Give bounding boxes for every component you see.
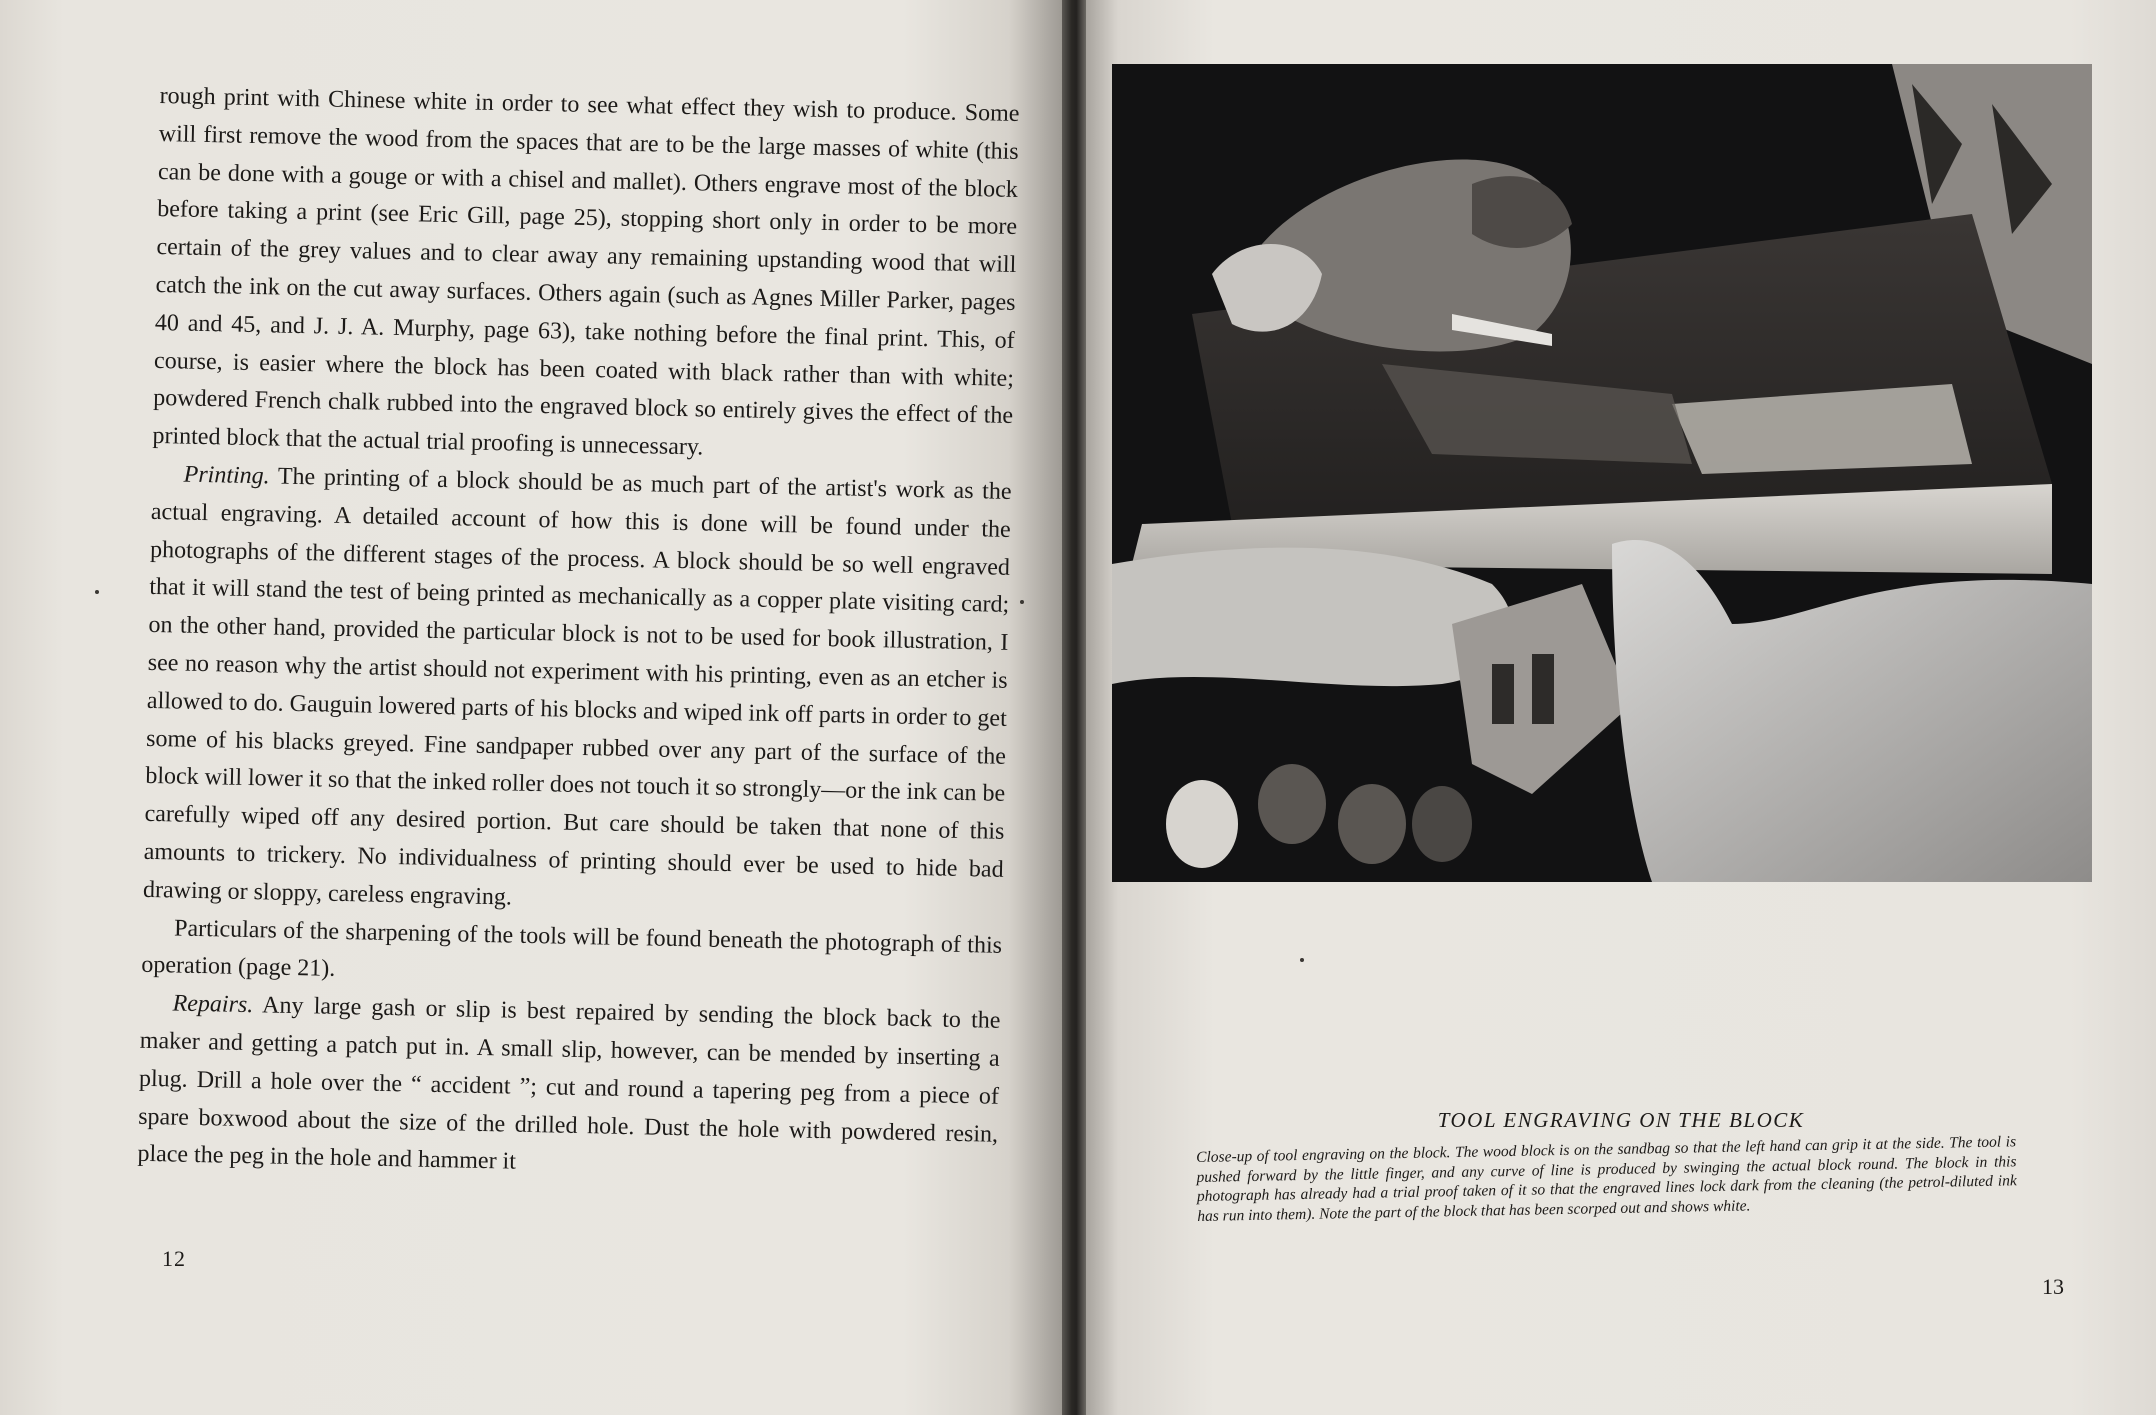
left-page bbox=[0, 0, 1062, 1415]
book-gutter bbox=[1062, 0, 1086, 1415]
paragraph: rough print with Chinese white in order to see what effect they wish to produce. Some will first remove the wood from the spaces that are to be the large masses of white (this can be done with a gouge or with a chisel and mallet). Others engrave most of the block before taking a print (see Eric Gill, page 25), stopping short only in order to be more certain of the grey values and to clear away any remaining upstanding wood that will catch the ink on the cut away surfaces. Others again (such as Agnes Miller Parker, pages 40 and 45, and J. J. A. Murphy, page 63), take nothing before the final print. This, of course, is easier where the block has been coated with black rather than with white; powdered French chalk rubbed into the engraved block so entirely gives the effect of the printed block that the actual trial proofing is unnecessary. bbox=[152, 82, 1020, 461]
paragraph: Repairs. Any large gash or slip is best repaired by sending the block back to the maker and getting a patch put in. A small slip, however, can be mended by inserting a plug. Drill a hole over the “ accident ”; cut and round a tapering peg from a piece of spare boxwood about the size of the drilled hole. Dust the hole with powdered resin, place the peg in the hole and hammer it bbox=[137, 990, 1001, 1176]
page-number-right: 13 bbox=[2042, 1274, 2064, 1299]
paragraph: Particulars of the sharpening of the tools will be found beneath the photograph of this operation (page 21). bbox=[141, 915, 1003, 983]
paper-speck bbox=[95, 590, 99, 594]
paragraph: Printing. The printing of a block should be as much part of the artist's work as the actual engraving. A detailed account of how this is done will be found under the photographs of the different stages of the process. A block should be so well engraved that it will stand the test of being printed as mechanically as a copper plate visiting card; on the other hand, provided the particular block is not to be used for book illustration, I see no reason why the artist should not experiment with his printing, even as an etcher is allowed to do. Gauguin lowered parts of his blocks and wiped ink off parts in order to get some of his blacks greyed. Fine sandpaper rubbed over any part of the surface of the block will lower it so that the inked roller does not touch it so strongly—or the ink can be carefully wiped off any desired portion. But care should be taken that none of this amounts to trickery. No individualness of printing should ever be used to hide bad drawing or sloppy, careless engraving. bbox=[142, 461, 1012, 911]
paper-speck bbox=[1020, 600, 1024, 604]
paragraph-heading: Repairs. bbox=[172, 990, 254, 1019]
paragraph-heading: Printing. bbox=[183, 461, 270, 490]
body-text bbox=[137, 78, 1020, 1192]
engraving-photograph bbox=[1112, 64, 2092, 882]
paper-speck bbox=[1300, 958, 1304, 962]
caption-body: Close-up of tool engraving on the block. The wood block is on the sandbag so that the left hand can grip it at the side. The tool is pushed forward by the little finger, and any curve of line is produced by swinging the actual block round. The block in this photograph has already had a trial proof taken of it so that the engraved lines lock dark from the cleaning (the petrol-diluted ink has run into them). Note the part of the block that has been scorped out and shows white. bbox=[1196, 1133, 2017, 1225]
caption-title: TOOL ENGRAVING ON THE BLOCK bbox=[1437, 1108, 1805, 1132]
page-number-left: 12 bbox=[162, 1246, 186, 1271]
photo-illustration bbox=[1112, 64, 2092, 882]
